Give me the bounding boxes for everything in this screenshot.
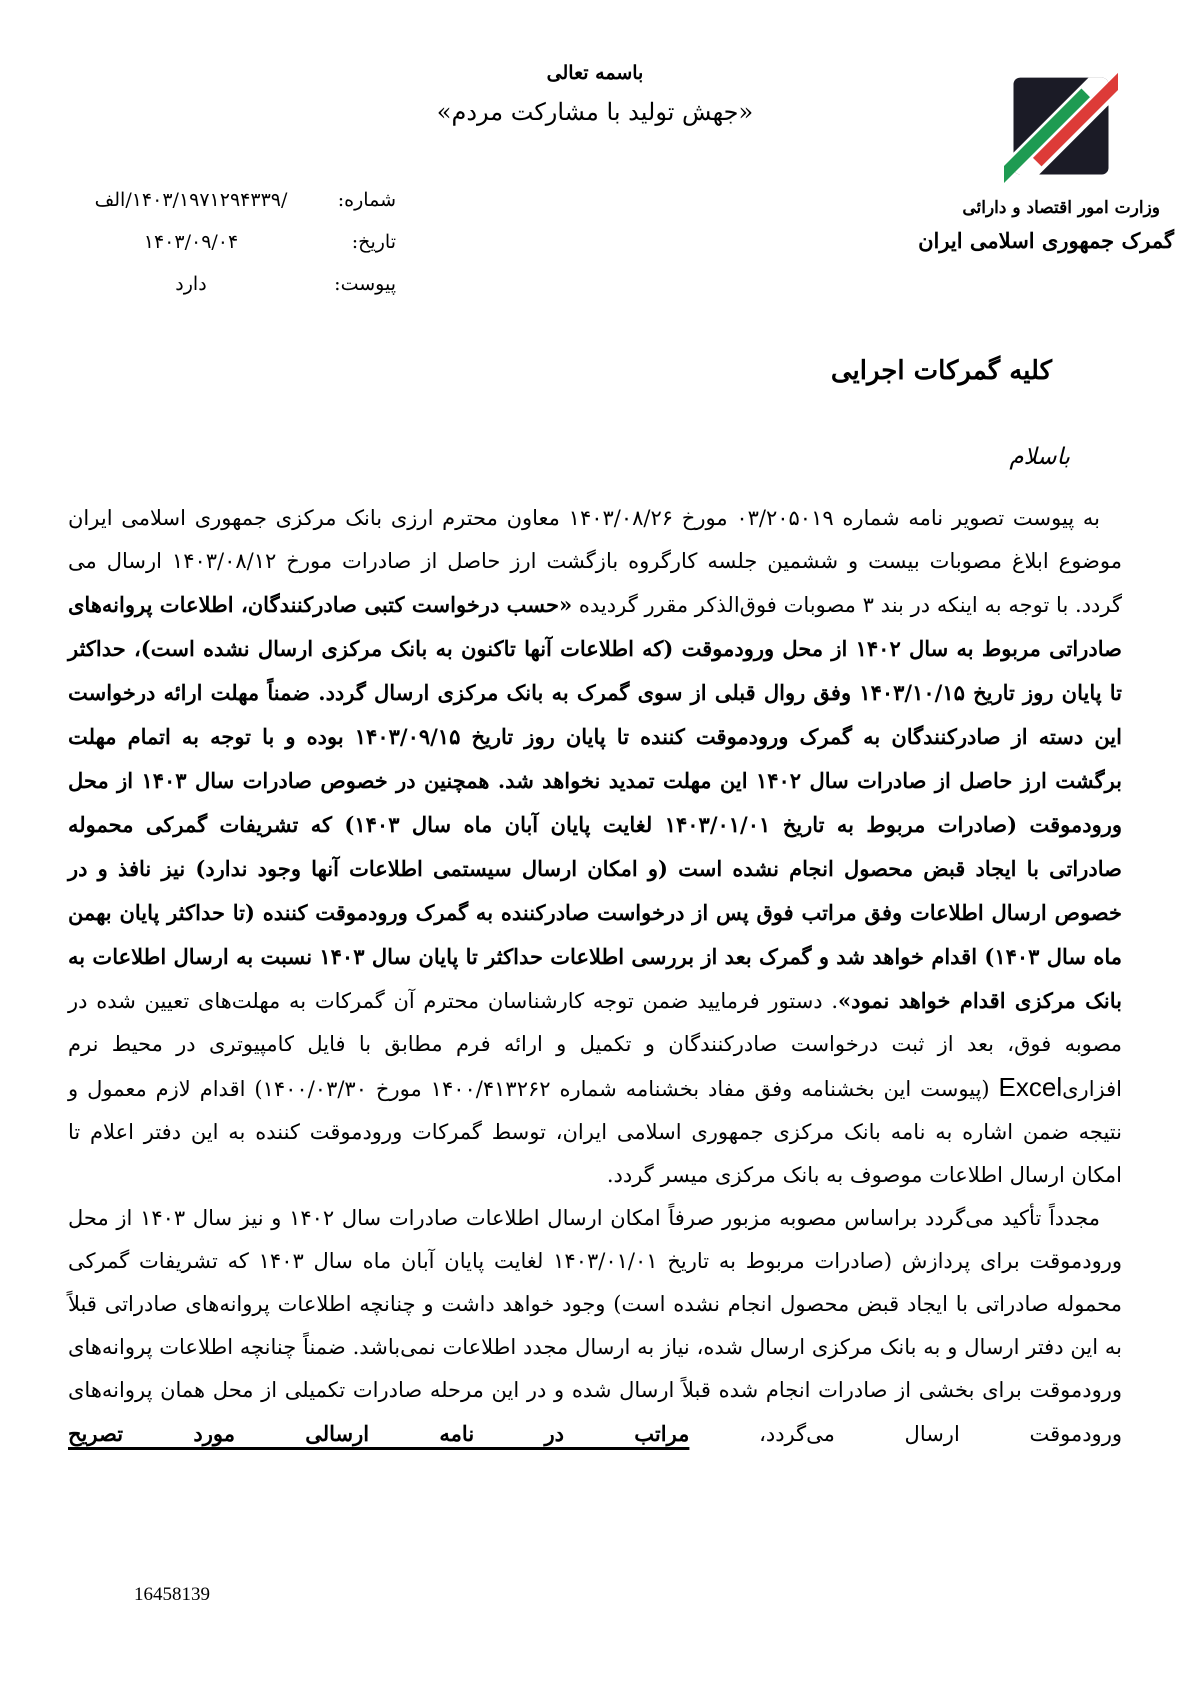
letter-body xyxy=(68,497,1122,1456)
letter-number-value: /۱۴۰۳/۱۹۷۱۲۹۴۳۳۹/الف xyxy=(94,189,288,211)
letter-date-label: تاریخ: xyxy=(351,231,396,253)
p2-underlined-phrase: مراتب در نامه ارسالی مورد تصریح xyxy=(68,1421,690,1446)
letter-date-row xyxy=(54,228,396,256)
salutation-text: باسلام xyxy=(1009,444,1070,470)
p1-quoted-directive: «حسب درخواست کتبی صادرکنندگان، اطلاعات پروانه‌های صادراتی مربوط به سال ۱۴۰۲ از محل ورودموقت (که اطلاعات آنها تاکنون به بانک مرکزی ارسال نشده است)، حداکثر تا پایان روز تاریخ ۱۴۰۳/۱۰/۱۵ وفق روال قبلی از سوی گمرک به بانک مرکزی ارسال گردد. ضمناً مهلت ارائه درخواست این دسته از صادرکنندگان به گمرک ورودموقت کننده تا پایان روز تاریخ ۱۴۰۳/۰۹/۱۵ بوده و با توجه به اتمام مهلت برگشت ارز حاصل از صادرات سال ۱۴۰۲ این مهلت تمدید نخواهد شد. همچنین در خصوص صادرات سال ۱۴۰۳ از محل ورودموقت (صادرات مربوط به تاریخ ۱۴۰۳/۰۱/۰۱ لغایت پایان آبان ماه سال ۱۴۰۳) که تشریفات گمرکی محموله صادراتی با ایجاد قبض محصول انجام نشده است (و امکان ارسال سیستمی اطلاعات آنها وجود ندارد) نیز نافذ و در خصوص ارسال اطلاعات وفق مراتب فوق پس از درخواست صادرکننده به گمرک ورودموقت کننده (تا حداکثر پایان بهمن ماه سال ۱۴۰۳) اقدام خواهد شد و گمرک بعد از بررسی اطلاعات حداکثر تا پایان سال ۱۴۰۳ نسبت به ارسال اطلاعات به بانک مرکزی اقدام خواهد نمود» xyxy=(68,592,1123,1013)
letter-attachment-label: پیوست: xyxy=(334,273,396,295)
p2-emphasis-text: مجدداً تأکید می‌گردد براساس مصوبه مزبور صرفاً امکان ارسال اطلاعات صادرات سال ۱۴۰۲ و نیز سال ۱۴۰۳ از محل ورودموقت برای پردازش (صادرات مربوط به تاریخ ۱۴۰۳/۰۱/۰۱ لغایت پایان آبان ماه سال ۱۴۰۳ که تشریفات گمرکی محموله صادراتی با ایجاد قبض محصول انجام نشده است) وجود خواهد داشت و چنانچه اطلاعات پروانه‌های صادراتی قبلاً به این دفتر ارسال و به بانک مرکزی ارسال شده، نیاز به ارسال مجدد اطلاعات نمی‌باشد. ضمناً چنانچه اطلاعات پروانه‌های ورودموقت برای بخشی از صادرات انجام شده قبلاً ارسال شده و در این مرحله صادرات تکمیلی از محل همان پروانه‌های ورودموقت ارسال می‌گردد، xyxy=(68,1206,1122,1446)
letter-number-row xyxy=(54,186,396,214)
ministry-name: وزارت امور اقتصاد و دارائی xyxy=(962,198,1160,218)
letter-date-value: ۱۴۰۳/۰۹/۰۴ xyxy=(143,231,239,253)
letter-attachment-row xyxy=(54,270,396,298)
letter-number-label: شماره: xyxy=(337,189,396,211)
p1-instruction-text: . دستور فرمایید ضمن توجه کارشناسان محترم آن گمرکات به مهلت‌های تعیین شده در مصوبه فوق، بعد از ثبت درخواست صادرکنندگان و تکمیل و ارائه فرم مطابق با فایل کامپیوتری در محیط نرم افزاری xyxy=(68,989,1122,1101)
p1-opening-text: به پیوست تصویر نامه شماره ۰۳/۲۰۵۰۱۹ مورخ ۱۴۰۳/۰۸/۲۶ معاون محترم ارزی بانک مرکزی جمهوری اسلامی ایران موضوع ابلاغ مصوبات بیست و ششمین جلسه کارگروه بازگشت ارز حاصل از صادرات مورخ ۱۴۰۳/۰۸/۱۲ ارسال می گردد. با توجه به اینکه در بند ۳ مصوبات فوق‌الذکر مقرر گردیده xyxy=(68,506,1122,617)
customs-logo-icon xyxy=(1004,68,1118,186)
body-paragraph-1 xyxy=(68,497,1122,1197)
body-paragraph-2 xyxy=(68,1197,1122,1456)
year-slogan-text: «جهش تولید با مشارکت مردم» xyxy=(436,98,754,126)
recipient-title: کلیه گمرکات اجرایی xyxy=(830,356,1052,386)
bismillah-text: باسمه تعالی xyxy=(546,62,644,84)
letter-meta-block xyxy=(54,186,396,312)
p1-closing-text: (پیوست این بخشنامه وفق مفاد بخشنامه شماره ۱۴۰۰/۴۱۳۲۶۲ مورخ ۱۴۰۰/۰۳/۳۰) اقدام لازم معمول و نتیجه ضمن اشاره به نامه بانک مرکزی جمهوری اسلامی ایران، توسط گمرکات ورودموقت کننده به این دفتر اعلام تا امکان ارسال اطلاعات موصوف به بانک مرکزی میسر گردد. xyxy=(68,1077,1122,1187)
footer-document-number: 16458139 xyxy=(134,1584,210,1605)
letter-attachment-value: دارد xyxy=(175,273,207,295)
organization-name: گمرک جمهوری اسلامی ایران xyxy=(918,228,1174,253)
excel-word: Excel xyxy=(998,1072,1063,1102)
